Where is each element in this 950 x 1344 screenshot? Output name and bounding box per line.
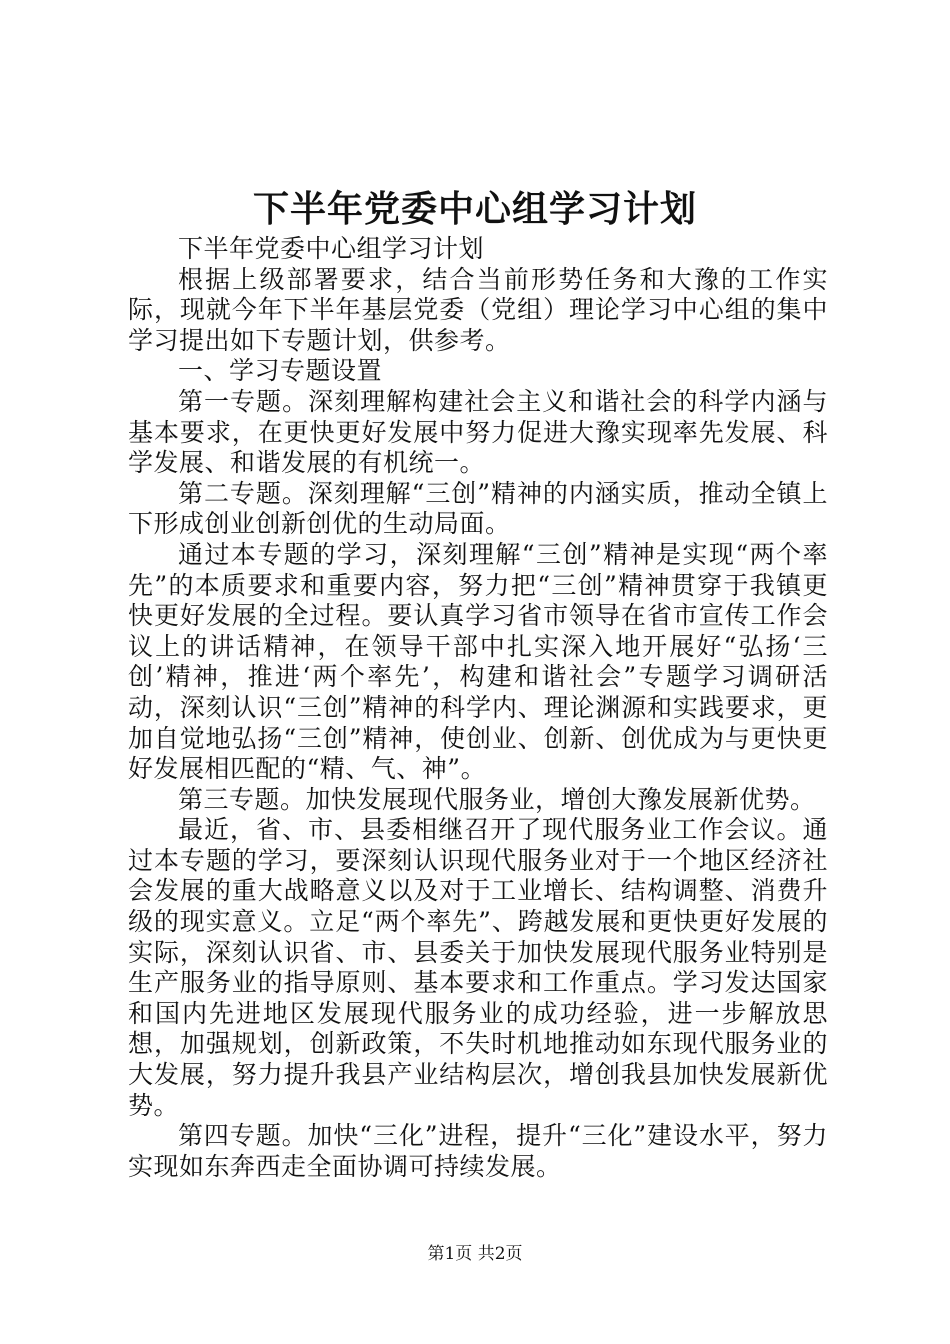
- document-body: [128, 234, 828, 1182]
- paragraph-topic-1: 第一专题。深刻理解构建社会主义和谐社会的科学内涵与基本要求，在更快更好发展中努力促进大豫实现率先发展、科学发展、和谐发展的有机统一。: [128, 386, 828, 478]
- paragraph-intro: 根据上级部署要求，结合当前形势任务和大豫的工作实际，现就今年下半年基层党委（党组）理论学习中心组的集中学习提出如下专题计划，供参考。: [128, 264, 828, 355]
- document-title: 下半年党委中心组学习计划: [252, 188, 697, 230]
- paragraph-topic-2-detail: 通过本专题的学习，深刻理解“三创”精神是实现“两个率先”的本质要求和重要内容，努力把“三创”精神贯穿于我镇更快更好发展的全过程。要认真学习省市领导在省市宣传工作会议上的讲话精神，在领导干部中扎实深入地开展好“弘扬‘三创’精神，推进‘两个率先’，构建和谐社会”专题学习调研活动，深刻认识“三创”精神的科学内、理论渊源和实践要求，更加自觉地弘扬“三创”精神，使创业、创新、创优成为与更快更好发展相匹配的“精、气、神”。: [128, 539, 828, 784]
- paragraph-topic-4: 第四专题。加快“三化”进程，提升“三化”建设水平，努力实现如东奔西走全面协调可持续发展。: [128, 1121, 828, 1181]
- section-heading: 一、学习专题设置: [178, 356, 383, 386]
- paragraph-subtitle: 下半年党委中心组学习计划: [178, 234, 485, 263]
- paragraph-topic-3-detail: 最近，省、市、县委相继召开了现代服务业工作会议。通过本专题的学习，要深刻认识现代服务业对于一个地区经济社会发展的重大战略意义以及对于工业增长、结构调整、消费升级的现实意义。立足“两个率先”、跨越发展和更快更好发展的实际，深刻认识省、市、县委关于加快发展现代服务业特别是生产服务业的指导原则、基本要求和工作重点。学习发达国家和国内先进地区发展现代服务业的成功经验，进一步解放思想，加强规划，创新政策，不失时机地推动如东现代服务业的大发展，努力提升我县产业结构层次，增创我县加快发展新优势。: [128, 815, 828, 1120]
- paragraph-topic-3: 第三专题。加快发展现代服务业，增创大豫发展新优势。: [178, 784, 816, 814]
- page-footer: 第1页 共2页: [427, 1244, 523, 1264]
- paragraph-topic-2: 第二专题。深刻理解“三创”精神的内涵实质，推动全镇上下形成创业创新创优的生动局面。: [128, 478, 828, 539]
